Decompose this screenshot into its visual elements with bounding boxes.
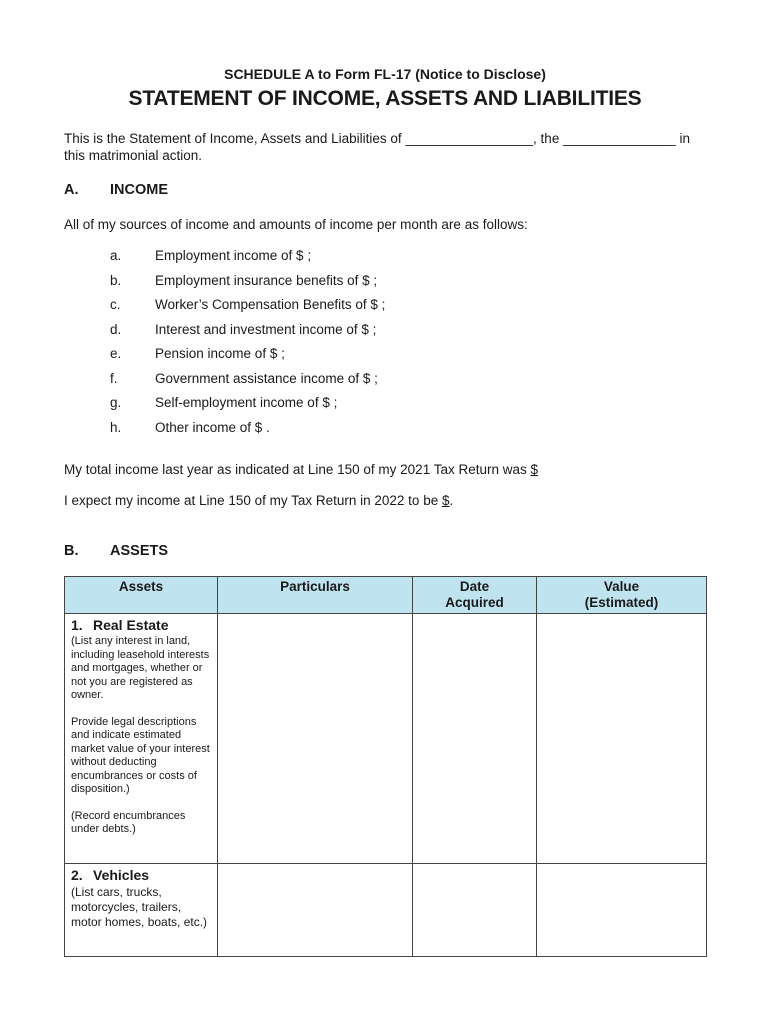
list-item — [110, 273, 385, 298]
expected-income-amount: $ — [441, 493, 450, 508]
income-lead-text: All of my sources of income and amounts of income per month are as follows: — [64, 217, 528, 232]
value-input-cell[interactable] — [537, 614, 707, 864]
total-income-last-year — [64, 462, 538, 477]
list-item-text: Government assistance income of $ ; — [155, 370, 378, 386]
expected-income-text: I expect my income at Line 150 of my Tax Return in 2022 to be — [64, 493, 439, 508]
list-item — [110, 322, 385, 347]
column-header-date-acquired — [413, 577, 537, 614]
list-item-letter: f. — [110, 370, 118, 386]
list-item-letter: g. — [110, 395, 122, 410]
column-header-assets — [65, 577, 218, 614]
particulars-input-cell[interactable] — [218, 864, 413, 957]
asset-category-number: 2. — [71, 867, 83, 883]
date-acquired-input-cell[interactable] — [413, 864, 537, 957]
intro-paragraph — [64, 130, 714, 164]
income-list — [110, 248, 385, 444]
intro-line-1: This is the Statement of Income, Assets and Liabilities of _________________, the _______________ in — [64, 131, 690, 146]
expected-income-suffix: . — [449, 493, 454, 508]
list-item-text: Pension income of $ ; — [155, 346, 285, 361]
assets-section-heading — [64, 543, 168, 559]
table-row — [65, 614, 707, 864]
income-section-title: INCOME — [110, 182, 168, 198]
assets-table — [64, 576, 707, 957]
column-header-value-line1: Value — [603, 579, 640, 594]
list-item-text: Other income of $ . — [155, 419, 270, 435]
asset-category-name: Vehicles — [93, 867, 150, 883]
column-header-date-line1: Date — [459, 579, 490, 594]
total-income-amount: $ — [530, 462, 539, 477]
page-title: STATEMENT OF INCOME, ASSETS AND LIABILITIES — [128, 87, 642, 110]
asset-category-title — [71, 617, 211, 633]
table-header-row — [65, 577, 707, 614]
asset-note: (Record encumbrances under debts.) — [71, 809, 186, 835]
list-item-letter: d. — [110, 321, 122, 337]
asset-category-number: 1. — [71, 617, 83, 633]
date-acquired-input-cell[interactable] — [413, 614, 537, 864]
asset-note: (List cars, trucks, motorcycles, trailers, motor homes, boats, etc.) — [71, 885, 208, 929]
list-item — [110, 297, 385, 322]
column-header-particulars — [218, 577, 413, 614]
column-header-date-line2: Acquired — [445, 595, 504, 610]
list-item — [110, 420, 385, 445]
asset-category-cell — [65, 864, 218, 957]
list-item-text: Interest and investment income of $ ; — [155, 321, 377, 337]
list-item-text: Self-employment income of $ ; — [155, 395, 338, 410]
income-section-letter: A. — [64, 182, 79, 198]
list-item-letter: e. — [110, 346, 122, 361]
list-item — [110, 346, 385, 371]
assets-section-letter: B. — [64, 543, 79, 559]
value-input-cell[interactable] — [537, 864, 707, 957]
income-section-heading — [64, 182, 168, 198]
list-item-text: Employment insurance benefits of $ ; — [155, 272, 378, 288]
column-header-particulars-label: Particulars — [280, 579, 350, 594]
particulars-input-cell[interactable] — [218, 614, 413, 864]
list-item-letter: h. — [110, 419, 122, 435]
list-item — [110, 371, 385, 396]
intro-line-2: this matrimonial action. — [64, 148, 203, 163]
column-header-assets-label: Assets — [118, 579, 164, 594]
form-subtitle: SCHEDULE A to Form FL-17 (Notice to Disclose) — [224, 66, 546, 82]
list-item-text: Worker’s Compensation Benefits of $ ; — [155, 297, 386, 312]
expected-income — [64, 493, 453, 508]
asset-category-name: Real Estate — [93, 617, 169, 633]
list-item — [110, 395, 385, 420]
table-row — [65, 864, 707, 957]
column-header-value — [537, 577, 707, 614]
asset-category-cell — [65, 614, 218, 864]
total-income-text: My total income last year as indicated at Line 150 of my 2021 Tax Return was — [64, 462, 527, 477]
list-item-letter: c. — [110, 297, 121, 312]
asset-note: Provide legal descriptions and indicate estimated market value of your interest without deducting encumbrances or costs of disposition.) — [71, 715, 210, 795]
column-header-value-line2: (Estimated) — [584, 595, 659, 610]
list-item-letter: b. — [110, 272, 122, 288]
asset-category-title — [71, 867, 211, 883]
list-item — [110, 248, 385, 273]
asset-note: (List any interest in land, including leasehold interests and mortgages, whether or not you are registered as owner. — [71, 635, 210, 701]
list-item-text: Employment income of $ ; — [155, 248, 312, 263]
assets-section-title: ASSETS — [110, 543, 169, 559]
list-item-letter: a. — [110, 248, 122, 263]
